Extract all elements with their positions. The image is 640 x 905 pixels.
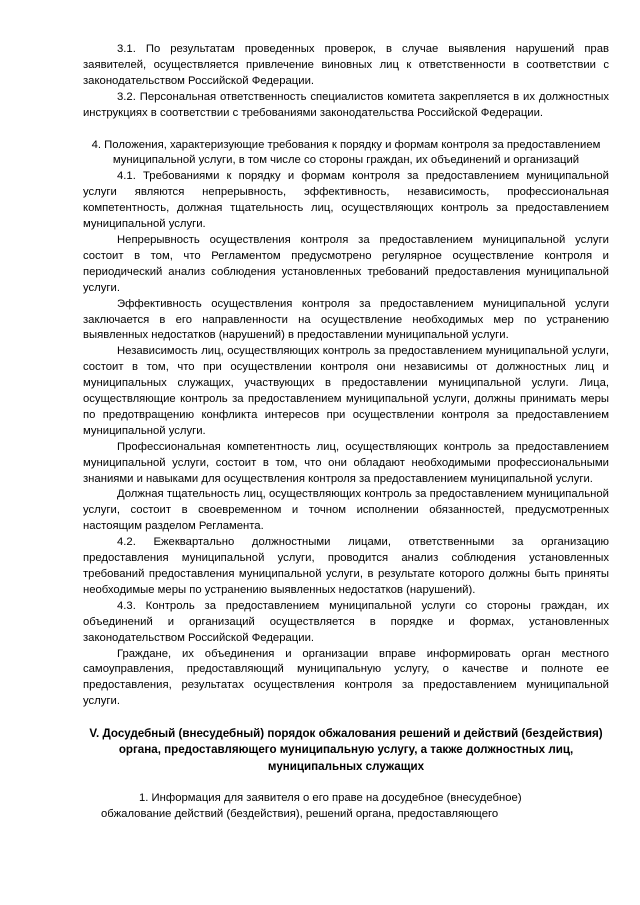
paragraph-3-1: 3.1. По результатам проведенных проверок, в случае выявления нарушений прав заявителей, осуществляется привлечение виновных лиц к ответственности в соответствии с законодательством Российской Федерации.: [83, 43, 609, 87]
spacer: [83, 710, 609, 726]
paragraph-4-1: 4.1. Требованиями к порядку и формам контроля за предоставлением муниципальной услуги являются непрерывность, эффективность, независимость, профессиональная компетентность, должная тщательность лиц, осуществляющих контроль за предоставлением муниципальной услуги.: [83, 170, 609, 231]
section-4-heading: 4. Положения, характеризующие требования к порядку и формам контроля за предоставлением муниципальной услуги, в том числе со стороны граждан, их объединений и организаций: [91, 138, 601, 167]
spacer: [83, 775, 609, 791]
section-5-item-1-line-1: 1. Информация для заявителя о его праве на досудебное (внесудебное): [139, 791, 522, 804]
paragraph-citizens: Граждане, их объединения и организации вправе информировать орган местного самоуправления, предоставляющий муниципальную услугу, о качестве и полноте ее предоставления, результатах осуществления контроля за предоставлением муниципальной услуги.: [83, 647, 609, 708]
paragraph-competence: Профессиональная компетентность лиц, осуществляющих контроль за предоставлением муниципальной услуги, состоит в том, что они обладают необходимыми профессиональными знаниями и навыками для осуществления контроля за предоставлением муниципальной услуги.: [83, 440, 609, 485]
paragraph-thoroughness: Должная тщательность лиц, осуществляющих контроль за предоставлением муниципальной услуги, состоит в своевременном и точном исполнении обязанностей, предусмотренных настоящим разделом Регламента.: [83, 488, 609, 533]
spacer: [83, 122, 609, 138]
paragraph-efficiency: Эффективность осуществления контроля за предоставлением муниципальной услуги заключается в его направленности на осуществление необходимых мер по устранению выявленных недостатков (нарушений) в предоставлении муниципальной услуги.: [83, 297, 609, 342]
paragraph-continuity: Непрерывность осуществления контроля за предоставлением муниципальной услуги состоит в том, что Регламентом предусмотрено регулярное осуществление контроля и периодический анализ соблюдения установленных требований предоставления муниципальной услуги.: [83, 233, 609, 294]
document-page: [83, 42, 609, 823]
paragraph-4-3: 4.3. Контроль за предоставлением муниципальной услуги со стороны граждан, их объединений и организаций осуществляется в порядке и формах, установленных законодательством Российской Федерации.: [83, 599, 609, 644]
section-5-item-1: [83, 791, 609, 823]
paragraph-4-2: 4.2. Ежеквартально должностными лицами, ответственными за организацию предоставления муниципальной услуги, проводится анализ соблюдения установленных требований предоставления муниципальной услуги, в результате которого должны быть приняты необходимые меры по устранению выявленных недостатков (нарушений).: [83, 536, 609, 596]
paragraph-3-2: 3.2. Персональная ответственность специалистов комитета закрепляется в их должностных инструкциях в соответствии с требованиями законодательства Российской Федерации.: [83, 90, 609, 119]
section-5-item-1-line-2: обжалование действий (бездействия), решений органа, предоставляющего: [101, 807, 499, 820]
paragraph-independence: Независимость лиц, осуществляющих контроль за предоставлением муниципальной услуги, состоит в том, что при осуществлении контроля они независимы от должностных лиц и муниципальных служащих, участвующих в предоставлении муниципальной услуги. Лица, осуществляющие контроль за предоставлением муниципальной услуги, должны принимать меры по предотвращению конфликта интересов при осуществлении контроля за предоставлением муниципальной услуги.: [83, 345, 609, 437]
section-5-heading: V. Досудебный (внесудебный) порядок обжалования решений и действий (бездействия) органа, предоставляющего муниципальную услугу, а также должностных лиц, муниципальных служащих: [89, 727, 603, 773]
